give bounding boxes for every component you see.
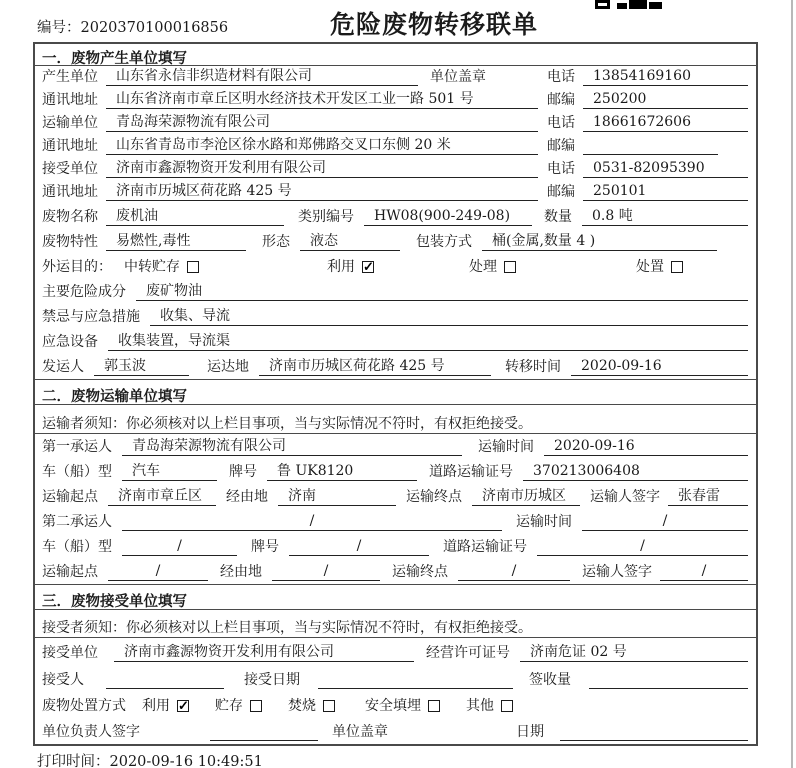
option-label: 处理 bbox=[469, 258, 497, 275]
carrier2-label: 第二承运人 bbox=[42, 514, 112, 530]
leader-sign-value bbox=[210, 722, 318, 741]
route1-row bbox=[35, 484, 756, 509]
transport-time-label: 运输时间 bbox=[478, 439, 534, 455]
section1-header: 一．废物产生单位填写 bbox=[35, 44, 756, 66]
end-label: 运输终点 bbox=[406, 489, 462, 505]
print-time-label: 打印时间： bbox=[37, 754, 110, 768]
hazard-value: 废矿物油 bbox=[136, 282, 748, 301]
packing-value: 桶(金属,数量 4 ) bbox=[482, 232, 717, 251]
vehicle-label: 车（船）型 bbox=[42, 539, 112, 555]
option-label: 焚烧 bbox=[288, 697, 316, 714]
zip-label: 邮编 bbox=[547, 92, 575, 108]
waste-name-label: 废物名称 bbox=[42, 209, 98, 225]
producer-unit-row bbox=[35, 66, 756, 89]
receiver-notice: 接受者须知：你必须核对以上栏目事项，当与实际情况不符时，有权拒绝接受。 bbox=[35, 610, 756, 638]
quantity-value: 0.8 吨 bbox=[582, 207, 748, 226]
section3-header: 三．废物接受单位填写 bbox=[35, 584, 756, 610]
serial-number bbox=[37, 16, 228, 37]
receive-unit-label: 接受单位 bbox=[42, 161, 98, 177]
equipment-value: 收集装置，导流渠 bbox=[108, 332, 748, 351]
receiver-unit-row bbox=[35, 638, 756, 665]
disposal-option bbox=[288, 696, 335, 715]
character-label: 废物特性 bbox=[42, 234, 98, 250]
form-value: 液态 bbox=[300, 232, 400, 251]
producer-phone-value: 13854169160 bbox=[583, 67, 748, 86]
checkbox bbox=[671, 261, 683, 273]
leader-sign-label: 单位负责人签字 bbox=[42, 724, 140, 740]
address-label: 通讯地址 bbox=[42, 92, 98, 108]
checkbox bbox=[187, 261, 199, 273]
equipment-row bbox=[35, 329, 756, 354]
end-label: 运输终点 bbox=[392, 564, 448, 580]
qr-code-fragment-icon bbox=[595, 0, 667, 9]
shipper-value: 郭玉波 bbox=[94, 357, 189, 376]
end1-value: 济南市历城区 bbox=[472, 487, 580, 506]
taboo-row bbox=[35, 304, 756, 329]
waste-name-value: 废机油 bbox=[106, 207, 284, 226]
vehicle2-value: / bbox=[122, 537, 237, 556]
option-label: 处置 bbox=[636, 258, 664, 275]
road-permit-label: 道路运输证号 bbox=[443, 539, 527, 555]
receiver-person-label: 接受人 bbox=[42, 672, 84, 688]
carrier1-value: 青岛海荣源物流有限公司 bbox=[122, 437, 462, 456]
unit-seal-label: 单位盖章 bbox=[430, 69, 486, 85]
category-value: HW08(900-249-08) bbox=[364, 207, 532, 226]
road-permit-label: 道路运输证号 bbox=[429, 464, 513, 480]
sign1-value: 张春雷 bbox=[668, 487, 748, 506]
zip-label: 邮编 bbox=[547, 138, 575, 154]
transporter-notice: 运输者须知：你必须核对以上栏目事项，当与实际情况不符时，有权拒绝接受。 bbox=[35, 405, 756, 434]
phone-label: 电话 bbox=[547, 161, 575, 177]
packing-label: 包装方式 bbox=[416, 234, 472, 250]
transfer-form-table bbox=[33, 42, 758, 746]
checkbox bbox=[177, 700, 189, 712]
receiver-unit-value: 济南市鑫源物资开发利用有限公司 bbox=[114, 643, 414, 662]
option-label: 贮存 bbox=[215, 697, 243, 714]
disposal-option bbox=[365, 696, 440, 715]
receive-address-row bbox=[35, 181, 756, 204]
receiver-person-row bbox=[35, 665, 756, 692]
qr-module-block bbox=[617, 3, 627, 9]
waste-character-row bbox=[35, 229, 756, 254]
vehicle1-value: 汽车 bbox=[122, 462, 217, 481]
purpose-option bbox=[636, 257, 683, 276]
purpose-label: 外运目的： bbox=[42, 259, 112, 275]
category-label: 类别编号 bbox=[298, 209, 354, 225]
plate1-value: 鲁 UK8120 bbox=[267, 462, 417, 481]
checkbox bbox=[428, 700, 440, 712]
serial-label: 编号： bbox=[37, 20, 81, 36]
taboo-value: 收集、导流 bbox=[150, 307, 748, 326]
sign-quantity-label: 签收量 bbox=[529, 672, 571, 688]
transport-unit-value: 青岛海荣源物流有限公司 bbox=[106, 113, 538, 132]
equipment-label: 应急设备 bbox=[42, 334, 98, 350]
purpose-row bbox=[35, 254, 756, 279]
shipper-label: 发运人 bbox=[42, 359, 84, 375]
producer-address-row bbox=[35, 89, 756, 112]
transport-zip-value bbox=[583, 136, 718, 155]
end2-value: / bbox=[458, 562, 570, 581]
date-label: 日期 bbox=[516, 724, 544, 740]
purpose-option bbox=[124, 257, 199, 276]
print-time-value: 2020-09-16 10:49:51 bbox=[109, 754, 263, 768]
receive-date-label: 接受日期 bbox=[244, 672, 300, 688]
carrier1-label: 第一承运人 bbox=[42, 439, 112, 455]
checkbox bbox=[501, 700, 513, 712]
via2-value: / bbox=[272, 562, 380, 581]
receiver-person-value bbox=[106, 670, 224, 689]
transport-time-label: 运输时间 bbox=[516, 514, 572, 530]
zip-label: 邮编 bbox=[547, 184, 575, 200]
date2-value bbox=[560, 722, 748, 741]
qr-module-block bbox=[649, 2, 662, 9]
checkbox bbox=[250, 700, 262, 712]
character-value: 易燃性,毒性 bbox=[106, 232, 246, 251]
address-label: 通讯地址 bbox=[42, 184, 98, 200]
option-label: 其他 bbox=[466, 697, 494, 714]
receiver-unit-label: 接受单位 bbox=[42, 645, 98, 661]
page-title: 危险废物转移联单 bbox=[330, 10, 539, 39]
waste-name-row bbox=[35, 204, 756, 229]
option-label: 利用 bbox=[142, 697, 170, 714]
route2-row bbox=[35, 559, 756, 584]
transport-unit-label: 运输单位 bbox=[42, 115, 98, 131]
disposal-option bbox=[215, 696, 262, 715]
option-label: 利用 bbox=[327, 258, 355, 275]
receive-address-value: 济南市历城区荷花路 425 号 bbox=[106, 182, 538, 201]
checkbox bbox=[504, 261, 516, 273]
destination-label: 运达地 bbox=[207, 359, 249, 375]
transport-time1-value: 2020-09-16 bbox=[544, 437, 748, 456]
plate-label: 牌号 bbox=[251, 539, 279, 555]
license-label: 经营许可证号 bbox=[426, 645, 510, 661]
transport-unit-row bbox=[35, 112, 756, 135]
receive-zip-value: 250101 bbox=[583, 182, 748, 201]
receive-phone-value: 0531-82095390 bbox=[583, 159, 748, 178]
phone-label: 电话 bbox=[547, 115, 575, 131]
qr-module-block bbox=[629, 0, 647, 9]
license-value: 济南危证 02 号 bbox=[520, 643, 748, 662]
purpose-option bbox=[327, 257, 374, 276]
producer-unit-label: 产生单位 bbox=[42, 69, 98, 85]
producer-zip-value: 250200 bbox=[583, 90, 748, 109]
disposal-row bbox=[35, 692, 756, 718]
carrier2-value: / bbox=[122, 512, 502, 531]
transfer-time-label: 转移时间 bbox=[505, 359, 561, 375]
road-permit1-value: 370213006408 bbox=[523, 462, 748, 481]
origin2-value: / bbox=[108, 562, 208, 581]
unit-seal-label: 单位盖章 bbox=[332, 724, 388, 740]
transport-time2-value: / bbox=[582, 512, 748, 531]
disposal-label: 废物处置方式 bbox=[42, 698, 126, 714]
vehicle2-row bbox=[35, 534, 756, 559]
carrier2-row bbox=[35, 509, 756, 534]
receive-unit-row bbox=[35, 158, 756, 181]
plate2-value: / bbox=[289, 537, 429, 556]
sign-quantity-value bbox=[589, 670, 748, 689]
transport-address-value: 山东省青岛市李沧区徐水路和郑佛路交叉口东侧 20 米 bbox=[106, 136, 538, 155]
via1-value: 济南 bbox=[278, 487, 396, 506]
transfer-time-value: 2020-09-16 bbox=[571, 357, 748, 376]
option-label: 中转贮存 bbox=[124, 258, 180, 275]
option-label: 安全填埋 bbox=[365, 697, 421, 714]
sign-label: 运输人签字 bbox=[582, 564, 652, 580]
carrier1-row bbox=[35, 434, 756, 459]
transport-phone-value: 18661672606 bbox=[583, 113, 748, 132]
qr-finder-block bbox=[595, 0, 610, 9]
quantity-label: 数量 bbox=[544, 209, 572, 225]
hazard-row bbox=[35, 279, 756, 304]
vehicle1-row bbox=[35, 459, 756, 484]
taboo-label: 禁忌与应急措施 bbox=[42, 309, 140, 325]
page-edge-divider bbox=[791, 0, 793, 768]
origin1-value: 济南市章丘区 bbox=[108, 487, 216, 506]
checkbox bbox=[323, 700, 335, 712]
transport-address-row bbox=[35, 135, 756, 158]
shipper-row bbox=[35, 354, 756, 379]
plate-label: 牌号 bbox=[229, 464, 257, 480]
via-label: 经由地 bbox=[226, 489, 268, 505]
print-time bbox=[37, 750, 263, 768]
form-label: 形态 bbox=[262, 234, 290, 250]
address-label: 通讯地址 bbox=[42, 138, 98, 154]
section2-header: 二．废物运输单位填写 bbox=[35, 379, 756, 405]
serial-value: 2020370100016856 bbox=[80, 20, 229, 36]
disposal-option bbox=[466, 696, 513, 715]
disposal-option bbox=[142, 696, 189, 715]
via-label: 经由地 bbox=[220, 564, 262, 580]
receive-unit-value: 济南市鑫源物资开发利用有限公司 bbox=[106, 159, 538, 178]
sign2-value: / bbox=[660, 562, 748, 581]
origin-label: 运输起点 bbox=[42, 564, 98, 580]
hazard-label: 主要危险成分 bbox=[42, 284, 126, 300]
sign-label: 运输人签字 bbox=[590, 489, 660, 505]
producer-unit-value: 山东省永信非织造材料有限公司 bbox=[106, 67, 418, 86]
receive-date-value bbox=[318, 670, 513, 689]
road-permit2-value: / bbox=[537, 537, 748, 556]
checkbox bbox=[362, 261, 374, 273]
phone-label: 电话 bbox=[547, 69, 575, 85]
origin-label: 运输起点 bbox=[42, 489, 98, 505]
leader-sign-row bbox=[35, 718, 756, 744]
producer-address-value: 山东省济南市章丘区明水经济技术开发区工业一路 501 号 bbox=[106, 90, 538, 109]
purpose-option bbox=[469, 257, 516, 276]
vehicle-label: 车（船）型 bbox=[42, 464, 112, 480]
destination-value: 济南市历城区荷花路 425 号 bbox=[259, 357, 491, 376]
